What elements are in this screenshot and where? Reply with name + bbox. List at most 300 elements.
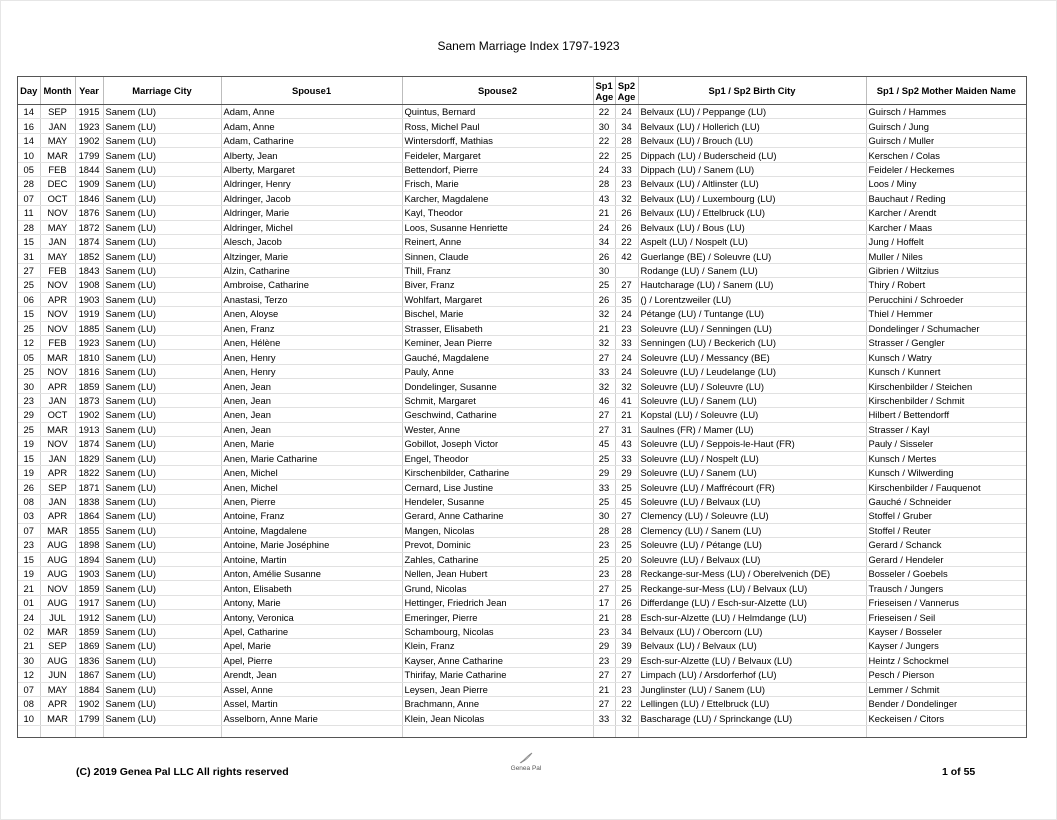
cell-mother-maiden-name: Strasser / Gengler bbox=[866, 336, 1026, 350]
cell-birth-city: Hautcharage (LU) / Sanem (LU) bbox=[638, 278, 866, 292]
cell-day: 25 bbox=[18, 422, 40, 436]
cell-marriage-city: Sanem (LU) bbox=[103, 119, 221, 133]
cell-day: 30 bbox=[18, 653, 40, 667]
cell-spouse2: Feideler, Margaret bbox=[402, 148, 593, 162]
cell-sp1-age: 27 bbox=[593, 696, 615, 710]
cell-spouse2: Biver, Franz bbox=[402, 278, 593, 292]
cell-spouse2: Mangen, Nicolas bbox=[402, 523, 593, 537]
cell-spouse2: Wester, Anne bbox=[402, 422, 593, 436]
cell-day: 25 bbox=[18, 364, 40, 378]
cell-spouse1: Apel, Catharine bbox=[221, 624, 402, 638]
table-row bbox=[18, 278, 1026, 292]
empty-cell bbox=[103, 725, 221, 738]
cell-year: 1923 bbox=[75, 119, 103, 133]
cell-day: 28 bbox=[18, 177, 40, 191]
cell-year: 1873 bbox=[75, 393, 103, 407]
cell-spouse1: Anen, Marie Catharine bbox=[221, 451, 402, 465]
cell-mother-maiden-name: Pesch / Pierson bbox=[866, 668, 1026, 682]
cell-birth-city: Differdange (LU) / Esch-sur-Alzette (LU) bbox=[638, 595, 866, 609]
cell-month: MAR bbox=[40, 624, 75, 638]
cell-birth-city: Belvaux (LU) / Luxembourg (LU) bbox=[638, 191, 866, 205]
cell-mother-maiden-name: Heintz / Schockmel bbox=[866, 653, 1026, 667]
cell-mother-maiden-name: Kunsch / Wilwerding bbox=[866, 465, 1026, 479]
cell-birth-city: Belvaux (LU) / Obercorn (LU) bbox=[638, 624, 866, 638]
cell-day: 06 bbox=[18, 292, 40, 306]
cell-mother-maiden-name: Kayser / Jungers bbox=[866, 639, 1026, 653]
cell-day: 21 bbox=[18, 581, 40, 595]
cell-year: 1846 bbox=[75, 191, 103, 205]
cell-sp1-age: 43 bbox=[593, 191, 615, 205]
table-row bbox=[18, 653, 1026, 667]
cell-sp1-age: 25 bbox=[593, 278, 615, 292]
cell-year: 1855 bbox=[75, 523, 103, 537]
cell-sp2-age: 26 bbox=[615, 220, 638, 234]
cell-sp1-age: 33 bbox=[593, 480, 615, 494]
cell-day: 05 bbox=[18, 350, 40, 364]
cell-month: APR bbox=[40, 379, 75, 393]
cell-sp2-age bbox=[615, 263, 638, 277]
cell-birth-city: Soleuvre (LU) / Belvaux (LU) bbox=[638, 494, 866, 508]
cell-day: 08 bbox=[18, 494, 40, 508]
cell-year: 1816 bbox=[75, 364, 103, 378]
cell-spouse1: Asselborn, Anne Marie bbox=[221, 711, 402, 725]
cell-year: 1864 bbox=[75, 509, 103, 523]
cell-day: 15 bbox=[18, 234, 40, 248]
cell-sp1-age: 21 bbox=[593, 682, 615, 696]
cell-birth-city: Belvaux (LU) / Hollerich (LU) bbox=[638, 119, 866, 133]
table-row bbox=[18, 220, 1026, 234]
header-sp2-age bbox=[615, 77, 638, 105]
cell-year: 1876 bbox=[75, 206, 103, 220]
cell-year: 1871 bbox=[75, 480, 103, 494]
table-row bbox=[18, 162, 1026, 176]
cell-mother-maiden-name: Muller / Niles bbox=[866, 249, 1026, 263]
cell-day: 02 bbox=[18, 624, 40, 638]
cell-birth-city: Saulnes (FR) / Mamer (LU) bbox=[638, 422, 866, 436]
cell-mother-maiden-name: Pauly / Sisseler bbox=[866, 437, 1026, 451]
cell-year: 1923 bbox=[75, 336, 103, 350]
cell-spouse2: Klein, Franz bbox=[402, 639, 593, 653]
cell-mother-maiden-name: Kunsch / Mertes bbox=[866, 451, 1026, 465]
cell-month: JAN bbox=[40, 494, 75, 508]
cell-sp1-age: 30 bbox=[593, 263, 615, 277]
cell-month: NOV bbox=[40, 581, 75, 595]
cell-day: 03 bbox=[18, 509, 40, 523]
empty-table-row bbox=[18, 725, 1026, 738]
cell-sp1-age: 30 bbox=[593, 119, 615, 133]
cell-mother-maiden-name: Hilbert / Bettendorff bbox=[866, 408, 1026, 422]
cell-year: 1852 bbox=[75, 249, 103, 263]
cell-birth-city: Belvaux (LU) / Brouch (LU) bbox=[638, 133, 866, 147]
cell-spouse1: Alberty, Margaret bbox=[221, 162, 402, 176]
cell-mother-maiden-name: Kirschenbilder / Fauquenot bbox=[866, 480, 1026, 494]
cell-month: MAR bbox=[40, 422, 75, 436]
table-row bbox=[18, 321, 1026, 335]
cell-month: NOV bbox=[40, 437, 75, 451]
cell-marriage-city: Sanem (LU) bbox=[103, 581, 221, 595]
cell-marriage-city: Sanem (LU) bbox=[103, 408, 221, 422]
cell-day: 07 bbox=[18, 523, 40, 537]
cell-birth-city: Limpach (LU) / Arsdorferhof (LU) bbox=[638, 668, 866, 682]
cell-mother-maiden-name: Kirschenbilder / Steichen bbox=[866, 379, 1026, 393]
cell-month: MAY bbox=[40, 133, 75, 147]
cell-day: 30 bbox=[18, 379, 40, 393]
cell-spouse1: Anen, Michel bbox=[221, 480, 402, 494]
cell-mother-maiden-name: Kerschen / Colas bbox=[866, 148, 1026, 162]
cell-mother-maiden-name: Dondelinger / Schumacher bbox=[866, 321, 1026, 335]
cell-spouse2: Gobillot, Joseph Victor bbox=[402, 437, 593, 451]
cell-marriage-city: Sanem (LU) bbox=[103, 480, 221, 494]
cell-sp2-age: 42 bbox=[615, 249, 638, 263]
cell-mother-maiden-name: Guirsch / Muller bbox=[866, 133, 1026, 147]
cell-spouse2: Hendeler, Susanne bbox=[402, 494, 593, 508]
cell-spouse2: Keminer, Jean Pierre bbox=[402, 336, 593, 350]
cell-birth-city: Soleuvre (LU) / Pétange (LU) bbox=[638, 538, 866, 552]
cell-sp1-age: 32 bbox=[593, 307, 615, 321]
cell-birth-city: Guerlange (BE) / Soleuvre (LU) bbox=[638, 249, 866, 263]
cell-mother-maiden-name: Perucchini / Schroeder bbox=[866, 292, 1026, 306]
table-row bbox=[18, 408, 1026, 422]
cell-month: APR bbox=[40, 292, 75, 306]
cell-sp2-age: 33 bbox=[615, 451, 638, 465]
cell-spouse2: Sinnen, Claude bbox=[402, 249, 593, 263]
cell-day: 31 bbox=[18, 249, 40, 263]
cell-day: 25 bbox=[18, 321, 40, 335]
cell-spouse2: Zahles, Catharine bbox=[402, 552, 593, 566]
cell-year: 1902 bbox=[75, 408, 103, 422]
cell-spouse1: Anton, Amélie Susanne bbox=[221, 567, 402, 581]
cell-spouse2: Brachmann, Anne bbox=[402, 696, 593, 710]
empty-cell bbox=[593, 725, 615, 738]
cell-month: AUG bbox=[40, 653, 75, 667]
empty-cell bbox=[638, 725, 866, 738]
cell-month: OCT bbox=[40, 408, 75, 422]
table-row bbox=[18, 711, 1026, 725]
cell-sp2-age: 28 bbox=[615, 523, 638, 537]
cell-sp1-age: 27 bbox=[593, 350, 615, 364]
cell-spouse2: Schambourg, Nicolas bbox=[402, 624, 593, 638]
cell-month: NOV bbox=[40, 321, 75, 335]
table-row bbox=[18, 552, 1026, 566]
cell-mother-maiden-name: Kayser / Bosseler bbox=[866, 624, 1026, 638]
table-row bbox=[18, 538, 1026, 552]
cell-sp2-age: 21 bbox=[615, 408, 638, 422]
cell-spouse2: Gauché, Magdalene bbox=[402, 350, 593, 364]
cell-spouse1: Anen, Hélène bbox=[221, 336, 402, 350]
cell-day: 23 bbox=[18, 538, 40, 552]
cell-sp1-age: 46 bbox=[593, 393, 615, 407]
cell-sp2-age: 45 bbox=[615, 494, 638, 508]
cell-mother-maiden-name: Keckeisen / Citors bbox=[866, 711, 1026, 725]
table-body bbox=[18, 105, 1026, 739]
cell-year: 1903 bbox=[75, 567, 103, 581]
cell-day: 16 bbox=[18, 119, 40, 133]
cell-marriage-city: Sanem (LU) bbox=[103, 465, 221, 479]
cell-sp1-age: 25 bbox=[593, 451, 615, 465]
cell-spouse1: Anen, Michel bbox=[221, 465, 402, 479]
cell-mother-maiden-name: Gauché / Schneider bbox=[866, 494, 1026, 508]
cell-sp2-age: 32 bbox=[615, 191, 638, 205]
cell-day: 19 bbox=[18, 465, 40, 479]
cell-month: SEP bbox=[40, 639, 75, 653]
header-mother-maiden-name: Sp1 / Sp2 Mother Maiden Name bbox=[866, 77, 1026, 105]
cell-birth-city: Senningen (LU) / Beckerich (LU) bbox=[638, 336, 866, 350]
cell-sp2-age: 32 bbox=[615, 379, 638, 393]
cell-day: 07 bbox=[18, 682, 40, 696]
table-row bbox=[18, 595, 1026, 609]
cell-sp2-age: 23 bbox=[615, 321, 638, 335]
empty-cell bbox=[75, 725, 103, 738]
header-year: Year bbox=[75, 77, 103, 105]
table-row bbox=[18, 191, 1026, 205]
cell-day: 14 bbox=[18, 105, 40, 119]
cell-spouse2: Kirschenbilder, Catharine bbox=[402, 465, 593, 479]
cell-mother-maiden-name: Gibrien / Wiltzius bbox=[866, 263, 1026, 277]
cell-sp2-age: 24 bbox=[615, 364, 638, 378]
cell-day: 12 bbox=[18, 336, 40, 350]
cell-year: 1810 bbox=[75, 350, 103, 364]
cell-sp2-age: 41 bbox=[615, 393, 638, 407]
cell-mother-maiden-name: Kirschenbilder / Schmit bbox=[866, 393, 1026, 407]
cell-spouse1: Aldringer, Jacob bbox=[221, 191, 402, 205]
cell-spouse1: Arendt, Jean bbox=[221, 668, 402, 682]
cell-spouse2: Engel, Theodor bbox=[402, 451, 593, 465]
cell-birth-city: Dippach (LU) / Buderscheid (LU) bbox=[638, 148, 866, 162]
table-row bbox=[18, 148, 1026, 162]
cell-marriage-city: Sanem (LU) bbox=[103, 206, 221, 220]
cell-sp1-age: 26 bbox=[593, 249, 615, 263]
cell-spouse1: Alesch, Jacob bbox=[221, 234, 402, 248]
cell-marriage-city: Sanem (LU) bbox=[103, 263, 221, 277]
cell-month: JAN bbox=[40, 119, 75, 133]
cell-day: 28 bbox=[18, 220, 40, 234]
header-sp2-age-line1: Sp2 bbox=[617, 79, 636, 91]
cell-spouse2: Kayl, Theodor bbox=[402, 206, 593, 220]
cell-birth-city: Belvaux (LU) / Altlinster (LU) bbox=[638, 177, 866, 191]
cell-month: JAN bbox=[40, 393, 75, 407]
copyright-text: (C) 2019 Genea Pal LLC All rights reserved bbox=[76, 766, 289, 778]
cell-sp2-age: 25 bbox=[615, 581, 638, 595]
cell-spouse1: Antoine, Marie Joséphine bbox=[221, 538, 402, 552]
cell-sp1-age: 27 bbox=[593, 408, 615, 422]
cell-month: SEP bbox=[40, 480, 75, 494]
cell-spouse2: Gerard, Anne Catharine bbox=[402, 509, 593, 523]
logo-text: Genea Pal bbox=[510, 765, 542, 772]
cell-mother-maiden-name: Jung / Hoffelt bbox=[866, 234, 1026, 248]
cell-mother-maiden-name: Feideler / Heckemes bbox=[866, 162, 1026, 176]
cell-year: 1908 bbox=[75, 278, 103, 292]
cell-day: 24 bbox=[18, 610, 40, 624]
cell-birth-city: Rodange (LU) / Sanem (LU) bbox=[638, 263, 866, 277]
cell-sp1-age: 23 bbox=[593, 567, 615, 581]
cell-birth-city: Soleuvre (LU) / Soleuvre (LU) bbox=[638, 379, 866, 393]
cell-month: AUG bbox=[40, 538, 75, 552]
cell-marriage-city: Sanem (LU) bbox=[103, 538, 221, 552]
cell-month: JAN bbox=[40, 234, 75, 248]
cell-spouse2: Leysen, Jean Pierre bbox=[402, 682, 593, 696]
cell-month: NOV bbox=[40, 307, 75, 321]
cell-marriage-city: Sanem (LU) bbox=[103, 509, 221, 523]
cell-sp1-age: 21 bbox=[593, 610, 615, 624]
cell-year: 1869 bbox=[75, 639, 103, 653]
cell-spouse1: Adam, Anne bbox=[221, 105, 402, 119]
table-row bbox=[18, 364, 1026, 378]
cell-year: 1836 bbox=[75, 653, 103, 667]
cell-year: 1843 bbox=[75, 263, 103, 277]
cell-sp2-age: 34 bbox=[615, 119, 638, 133]
cell-spouse1: Anen, Pierre bbox=[221, 494, 402, 508]
cell-spouse1: Alberty, Jean bbox=[221, 148, 402, 162]
cell-marriage-city: Sanem (LU) bbox=[103, 393, 221, 407]
cell-spouse1: Antony, Marie bbox=[221, 595, 402, 609]
table-row bbox=[18, 451, 1026, 465]
cell-birth-city: Aspelt (LU) / Nospelt (LU) bbox=[638, 234, 866, 248]
cell-year: 1903 bbox=[75, 292, 103, 306]
cell-marriage-city: Sanem (LU) bbox=[103, 379, 221, 393]
cell-marriage-city: Sanem (LU) bbox=[103, 711, 221, 725]
table-row bbox=[18, 639, 1026, 653]
cell-birth-city: Dippach (LU) / Sanem (LU) bbox=[638, 162, 866, 176]
cell-year: 1874 bbox=[75, 437, 103, 451]
cell-spouse2: Prevot, Dominic bbox=[402, 538, 593, 552]
cell-spouse2: Schmit, Margaret bbox=[402, 393, 593, 407]
table-row bbox=[18, 177, 1026, 191]
cell-sp2-age: 28 bbox=[615, 567, 638, 581]
cell-sp1-age: 26 bbox=[593, 292, 615, 306]
cell-spouse2: Karcher, Magdalene bbox=[402, 191, 593, 205]
cell-mother-maiden-name: Frieseisen / Seil bbox=[866, 610, 1026, 624]
cell-sp2-age: 34 bbox=[615, 624, 638, 638]
cell-spouse1: Anen, Henry bbox=[221, 364, 402, 378]
cell-month: NOV bbox=[40, 364, 75, 378]
cell-mother-maiden-name: Karcher / Arendt bbox=[866, 206, 1026, 220]
cell-sp1-age: 24 bbox=[593, 220, 615, 234]
table-row bbox=[18, 292, 1026, 306]
header-marriage-city: Marriage City bbox=[103, 77, 221, 105]
cell-month: APR bbox=[40, 509, 75, 523]
cell-mother-maiden-name: Kunsch / Kunnert bbox=[866, 364, 1026, 378]
cell-spouse2: Emeringer, Pierre bbox=[402, 610, 593, 624]
table-row bbox=[18, 350, 1026, 364]
cell-day: 07 bbox=[18, 191, 40, 205]
cell-spouse1: Anton, Elisabeth bbox=[221, 581, 402, 595]
cell-birth-city: Soleuvre (LU) / Sanem (LU) bbox=[638, 393, 866, 407]
cell-day: 10 bbox=[18, 148, 40, 162]
cell-year: 1917 bbox=[75, 595, 103, 609]
cell-mother-maiden-name: Frieseisen / Vannerus bbox=[866, 595, 1026, 609]
empty-cell bbox=[221, 725, 402, 738]
cell-spouse2: Nellen, Jean Hubert bbox=[402, 567, 593, 581]
cell-marriage-city: Sanem (LU) bbox=[103, 610, 221, 624]
cell-year: 1838 bbox=[75, 494, 103, 508]
cell-spouse2: Geschwind, Catharine bbox=[402, 408, 593, 422]
cell-mother-maiden-name: Thiry / Robert bbox=[866, 278, 1026, 292]
cell-spouse1: Anen, Jean bbox=[221, 422, 402, 436]
cell-sp2-age: 23 bbox=[615, 682, 638, 696]
cell-sp2-age: 24 bbox=[615, 105, 638, 119]
cell-birth-city: Belvaux (LU) / Peppange (LU) bbox=[638, 105, 866, 119]
cell-sp1-age: 30 bbox=[593, 509, 615, 523]
cell-day: 21 bbox=[18, 639, 40, 653]
cell-birth-city: Soleuvre (LU) / Messancy (BE) bbox=[638, 350, 866, 364]
cell-year: 1799 bbox=[75, 148, 103, 162]
cell-year: 1902 bbox=[75, 133, 103, 147]
cell-spouse2: Wintersdorff, Mathias bbox=[402, 133, 593, 147]
cell-sp1-age: 21 bbox=[593, 321, 615, 335]
cell-mother-maiden-name: Loos / Miny bbox=[866, 177, 1026, 191]
cell-spouse2: Thill, Franz bbox=[402, 263, 593, 277]
cell-spouse2: Pauly, Anne bbox=[402, 364, 593, 378]
cell-sp2-age: 27 bbox=[615, 509, 638, 523]
cell-sp2-age: 32 bbox=[615, 711, 638, 725]
cell-marriage-city: Sanem (LU) bbox=[103, 350, 221, 364]
cell-month: AUG bbox=[40, 567, 75, 581]
cell-day: 29 bbox=[18, 408, 40, 422]
cell-birth-city: () / Lorentzweiler (LU) bbox=[638, 292, 866, 306]
cell-sp1-age: 28 bbox=[593, 177, 615, 191]
cell-sp2-age: 39 bbox=[615, 639, 638, 653]
cell-marriage-city: Sanem (LU) bbox=[103, 567, 221, 581]
cell-sp2-age: 43 bbox=[615, 437, 638, 451]
cell-birth-city: Soleuvre (LU) / Senningen (LU) bbox=[638, 321, 866, 335]
cell-sp1-age: 27 bbox=[593, 422, 615, 436]
cell-month: APR bbox=[40, 696, 75, 710]
cell-day: 19 bbox=[18, 437, 40, 451]
cell-sp2-age: 27 bbox=[615, 668, 638, 682]
cell-sp1-age: 25 bbox=[593, 494, 615, 508]
cell-sp1-age: 23 bbox=[593, 653, 615, 667]
cell-birth-city: Lellingen (LU) / Ettelbruck (LU) bbox=[638, 696, 866, 710]
cell-marriage-city: Sanem (LU) bbox=[103, 292, 221, 306]
table-row bbox=[18, 567, 1026, 581]
cell-birth-city: Reckange-sur-Mess (LU) / Oberelvenich (DE) bbox=[638, 567, 866, 581]
cell-year: 1913 bbox=[75, 422, 103, 436]
cell-spouse1: Anen, Marie bbox=[221, 437, 402, 451]
table-row bbox=[18, 523, 1026, 537]
cell-spouse1: Antoine, Martin bbox=[221, 552, 402, 566]
cell-day: 05 bbox=[18, 162, 40, 176]
cell-sp2-age: 28 bbox=[615, 133, 638, 147]
cell-sp2-age: 24 bbox=[615, 350, 638, 364]
cell-spouse1: Antoine, Magdalene bbox=[221, 523, 402, 537]
cell-marriage-city: Sanem (LU) bbox=[103, 307, 221, 321]
cell-marriage-city: Sanem (LU) bbox=[103, 552, 221, 566]
table-row bbox=[18, 249, 1026, 263]
marriage-table bbox=[18, 77, 1026, 738]
cell-marriage-city: Sanem (LU) bbox=[103, 162, 221, 176]
cell-day: 27 bbox=[18, 263, 40, 277]
cell-birth-city: Esch-sur-Alzette (LU) / Belvaux (LU) bbox=[638, 653, 866, 667]
cell-marriage-city: Sanem (LU) bbox=[103, 523, 221, 537]
empty-cell bbox=[18, 725, 40, 738]
cell-year: 1799 bbox=[75, 711, 103, 725]
header-birth-city: Sp1 / Sp2 Birth City bbox=[638, 77, 866, 105]
cell-spouse1: Anen, Henry bbox=[221, 350, 402, 364]
cell-day: 12 bbox=[18, 668, 40, 682]
cell-month: MAY bbox=[40, 220, 75, 234]
table-row bbox=[18, 494, 1026, 508]
cell-marriage-city: Sanem (LU) bbox=[103, 653, 221, 667]
cell-year: 1859 bbox=[75, 581, 103, 595]
cell-spouse2: Dondelinger, Susanne bbox=[402, 379, 593, 393]
cell-month: NOV bbox=[40, 278, 75, 292]
cell-month: AUG bbox=[40, 595, 75, 609]
cell-day: 11 bbox=[18, 206, 40, 220]
cell-birth-city: Soleuvre (LU) / Nospelt (LU) bbox=[638, 451, 866, 465]
cell-spouse1: Anen, Jean bbox=[221, 408, 402, 422]
cell-spouse2: Klein, Jean Nicolas bbox=[402, 711, 593, 725]
cell-day: 08 bbox=[18, 696, 40, 710]
